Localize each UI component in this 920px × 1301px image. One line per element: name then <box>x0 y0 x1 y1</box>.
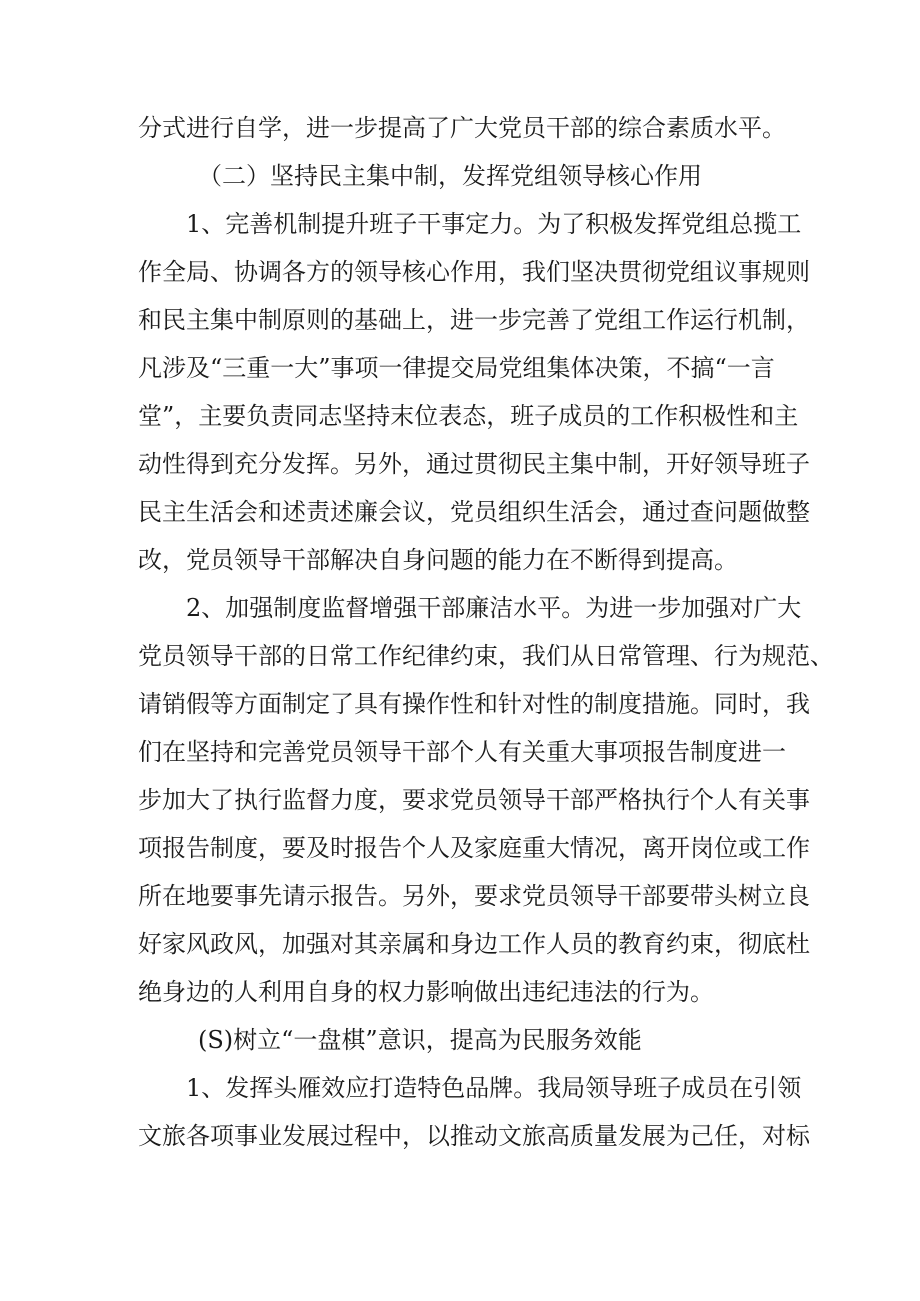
paragraph-line: 步加大了执行监督力度，要求党员领导干部严格执行个人有关事 <box>138 786 810 814</box>
paragraph-line: 党员领导干部的日常工作纪律约束，我们从日常管理、行为规范、 <box>138 642 834 670</box>
paragraph-line: 1、完善机制提升班子干事定力。为了积极发挥党组总揽工 <box>186 210 802 238</box>
paragraph-line: 所在地要事先请示报告。另外，要求党员领导干部要带头树立良 <box>138 882 810 910</box>
paragraph-line: 们在坚持和完善党员领导干部个人有关重大事项报告制度进一 <box>138 738 786 766</box>
paragraph-line: 凡涉及“三重一大”事项一律提交局党组集体决策，不搞“一言 <box>138 354 775 382</box>
paragraph-line: 堂”，主要负责同志坚持末位表态，班子成员的工作积极性和主 <box>138 402 799 430</box>
paragraph-line: 动性得到充分发挥。另外，通过贯彻民主集中制，开好领导班子 <box>138 450 810 478</box>
paragraph-line: 和民主集中制原则的基础上，进一步完善了党组工作运行机制， <box>138 306 810 334</box>
paragraph-line: 好家风政风，加强对其亲属和身边工作人员的教育约束，彻底杜 <box>138 930 810 958</box>
paragraph-line: 作全局、协调各方的领导核心作用，我们坚决贯彻党组议事规则 <box>138 258 810 286</box>
paragraph-line: 1、发挥头雁效应打造特色品牌。我局领导班子成员在引领 <box>186 1074 802 1102</box>
paragraph-line: 项报告制度，要及时报告个人及家庭重大情况，离开岗位或工作 <box>138 834 810 862</box>
paragraph-line: 绝身边的人利用自身的权力影响做出违纪违法的行为。 <box>138 978 714 1006</box>
paragraph-line: 改，党员领导干部解决自身问题的能力在不断得到提高。 <box>138 546 738 574</box>
paragraph-line: 2、加强制度监督增强干部廉洁水平。为进一步加强对广大 <box>186 594 802 622</box>
paragraph-line: 民主生活会和述责述廉会议，党员组织生活会，通过查问题做整 <box>138 498 810 526</box>
paragraph-line: 分式进行自学，进一步提高了广大党员干部的综合素质水平。 <box>138 114 786 142</box>
paragraph-line: 文旅各项事业发展过程中，以推动文旅高质量发展为己任，对标 <box>138 1122 810 1150</box>
document-body <box>138 104 834 1160</box>
section-heading: （二）坚持民主集中制，发挥党组领导核心作用 <box>198 162 702 190</box>
paragraph-line: 请销假等方面制定了具有操作性和针对性的制度措施。同时，我 <box>138 690 810 718</box>
section-heading: (S)树立“一盘棋”意识，提高为民服务效能 <box>198 1026 642 1054</box>
